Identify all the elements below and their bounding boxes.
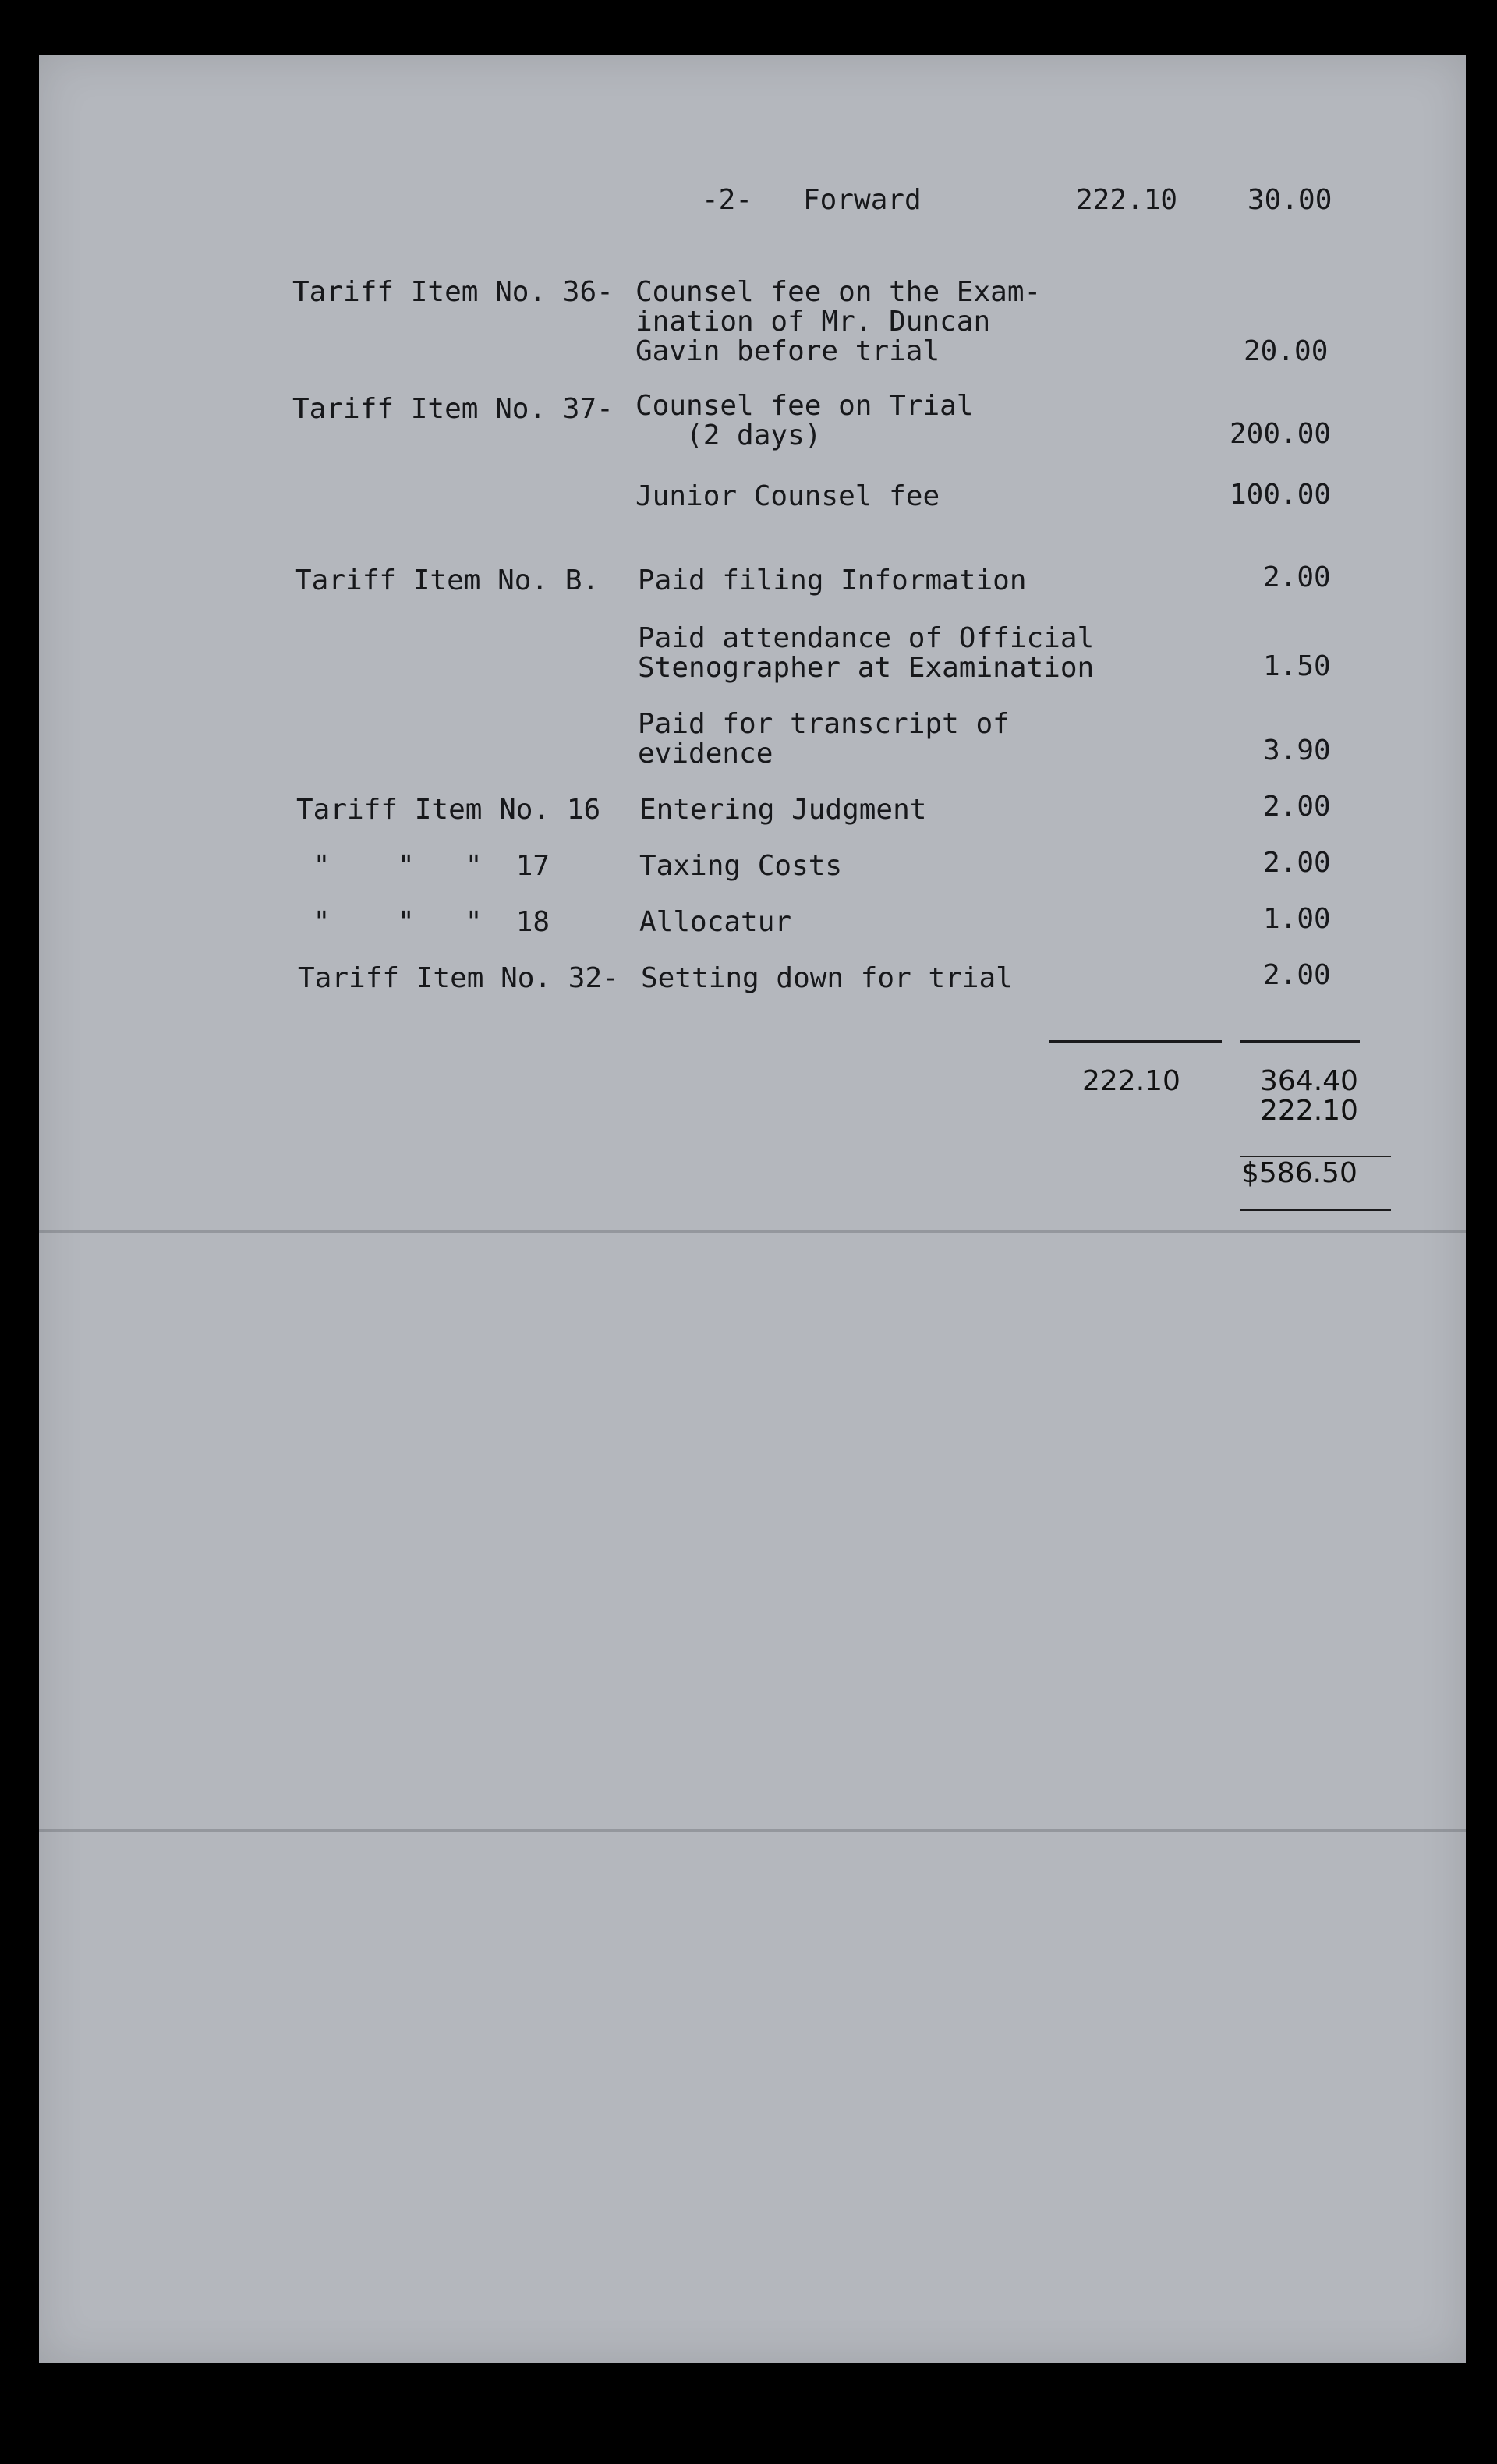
- desc-line: Taxing Costs: [639, 850, 843, 882]
- double-rule: [1240, 1209, 1391, 1211]
- amount: 3.90: [1263, 735, 1331, 766]
- desc-line: Allocatur: [639, 906, 792, 938]
- document-page: [39, 55, 1466, 2363]
- amount: 2.00: [1263, 959, 1331, 991]
- desc-line: Setting down for trial: [641, 962, 1013, 994]
- desc-line: Gavin before trial: [635, 335, 940, 367]
- amount: 1.50: [1263, 650, 1331, 682]
- amount: 100.00: [1230, 479, 1332, 511]
- tariff-item-b: Tariff Item No. B.: [295, 565, 600, 597]
- desc-line: Counsel fee on Trial: [635, 390, 974, 422]
- desc-line: (2 days): [635, 420, 822, 451]
- disbursements-total: 222.10: [1082, 1065, 1180, 1097]
- desc-line: ination of Mr. Duncan: [635, 306, 991, 338]
- desc-line: Paid for transcript of: [638, 708, 1010, 740]
- tariff-item-17: " " " 17: [296, 850, 550, 882]
- desc-line: Stenographer at Examination: [638, 652, 1095, 684]
- amount: 2.00: [1263, 561, 1331, 593]
- fold-line: [39, 1230, 1466, 1233]
- amount: 1.00: [1263, 903, 1331, 935]
- forward-disbursements: 222.10: [1076, 184, 1178, 216]
- desc-line: Paid attendance of Official: [638, 622, 1095, 654]
- subtotal-rule: [1240, 1040, 1360, 1043]
- tariff-item-16: Tariff Item No. 16: [296, 794, 601, 826]
- fees-add: 222.10: [1260, 1095, 1358, 1127]
- tariff-item-37: Tariff Item No. 37-: [292, 393, 614, 425]
- desc-line: Paid filing Information: [638, 565, 1027, 597]
- amount: 2.00: [1263, 791, 1331, 823]
- subtotal-rule: [1049, 1040, 1222, 1043]
- forward-fees: 30.00: [1248, 184, 1332, 216]
- amount: 20.00: [1244, 335, 1329, 367]
- tariff-item-36: Tariff Item No. 36-: [292, 276, 614, 308]
- desc-line: evidence: [638, 738, 773, 770]
- desc-line: Counsel fee on the Exam-: [635, 276, 1042, 308]
- desc-line: Junior Counsel fee: [635, 480, 940, 512]
- fees-total: 364.40: [1260, 1065, 1358, 1097]
- forward-label: Forward: [803, 184, 922, 216]
- page-number: -2-: [702, 184, 753, 216]
- amount: 200.00: [1230, 418, 1332, 450]
- desc-line: Entering Judgment: [639, 794, 927, 826]
- grand-total: $586.50: [1241, 1157, 1357, 1189]
- tariff-item-32: Tariff Item No. 32-: [298, 962, 619, 994]
- fold-line: [39, 1829, 1466, 1832]
- amount: 2.00: [1263, 847, 1331, 879]
- tariff-item-18: " " " 18: [296, 906, 550, 938]
